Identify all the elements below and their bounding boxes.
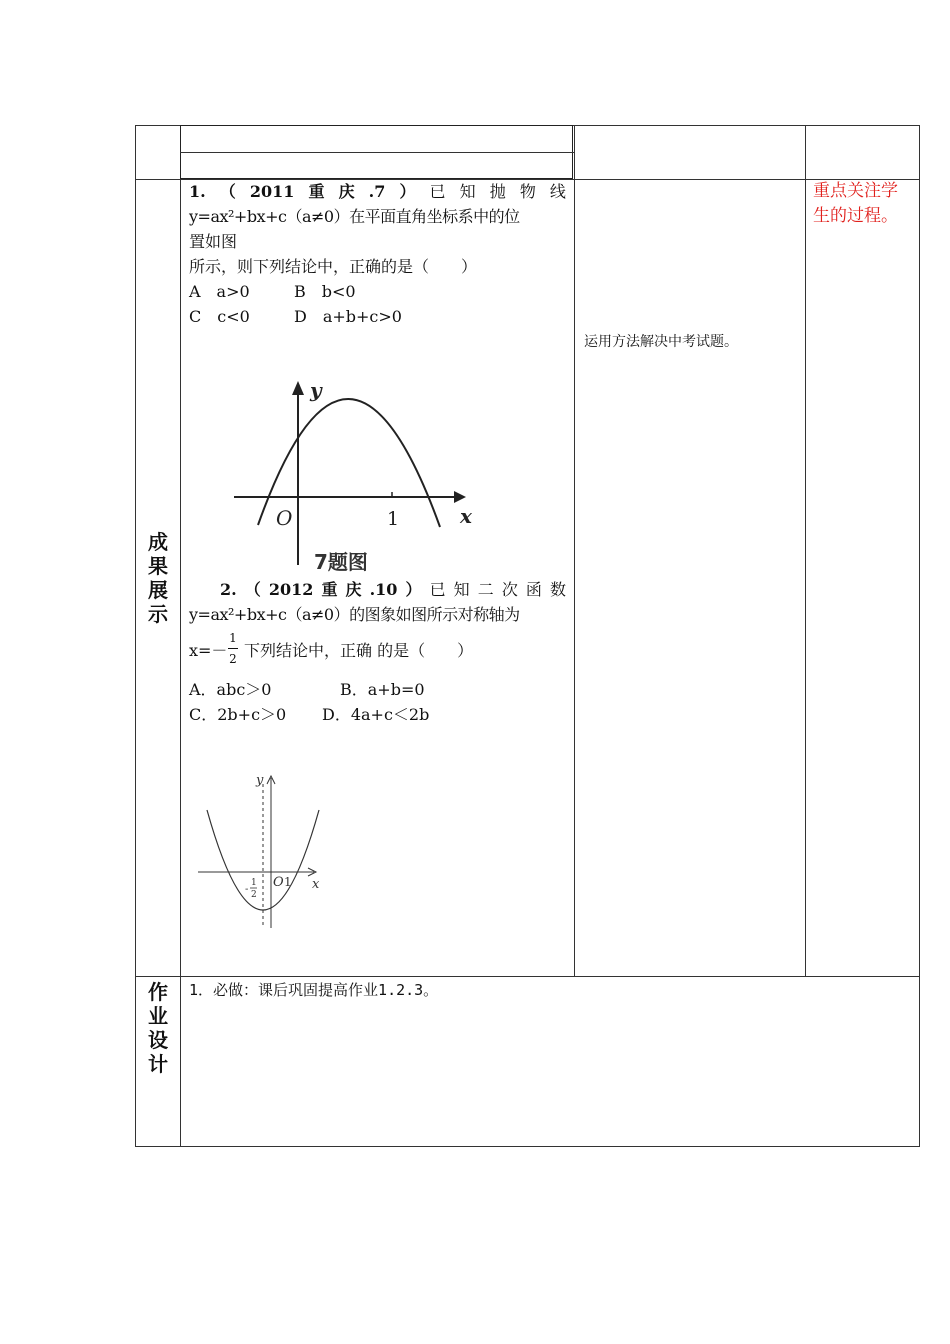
p1-x-label: x bbox=[460, 504, 472, 528]
p2-neg-half-num: 1 bbox=[251, 878, 257, 888]
problem1-line3: 置如图 bbox=[189, 232, 238, 251]
p2-neg-sign: - bbox=[245, 884, 249, 895]
problem2-option-a: A．abc＞0 bbox=[189, 680, 272, 699]
p2-tick-label: 1 bbox=[284, 875, 292, 889]
p1-figure-caption: 7题图 bbox=[314, 550, 368, 574]
problem2-frac-den: 2 bbox=[229, 652, 237, 666]
p1-origin-label: O bbox=[276, 506, 293, 530]
problem2-line2: y=ax²+bx+c（a≠0）的图象如图所示对称轴为 bbox=[189, 605, 520, 624]
table-bottom-border bbox=[135, 1146, 920, 1147]
p1-y-axis-arrow bbox=[292, 381, 304, 395]
nested-table-divider bbox=[180, 152, 574, 153]
row-divider-2 bbox=[135, 976, 920, 977]
method-note: 运用方法解决中考试题。 bbox=[584, 334, 738, 350]
problem2-option-c: C．2b+c＞0 bbox=[189, 705, 287, 724]
col-divider-2 bbox=[574, 125, 575, 977]
p2-x-label: x bbox=[312, 877, 320, 892]
table-right-border bbox=[919, 125, 920, 1147]
problem2-line3-suffix: 下列结论中，正确 的是（ ） bbox=[244, 641, 474, 660]
problem1-number: 1. bbox=[189, 182, 206, 201]
p2-y-label: y bbox=[256, 773, 264, 788]
problem2-option-d: D．4a+c＜2b bbox=[322, 705, 430, 724]
problem2-line3-prefix: x=－ bbox=[189, 641, 228, 660]
section-label-homework: 作业设计 bbox=[148, 980, 168, 1076]
problem1-option-a: A a>0 bbox=[189, 282, 250, 301]
table-left-border bbox=[135, 125, 136, 1147]
teacher-note: 重点关注学生的过程。 bbox=[813, 181, 898, 226]
problem2-parabola-figure bbox=[190, 770, 330, 930]
col-divider-1 bbox=[180, 125, 181, 1147]
homework-text: 1．必做：课后巩固提高作业1.2.3。 bbox=[189, 981, 439, 999]
p2-neg-half-den: 2 bbox=[251, 890, 257, 900]
problem1-option-d: D a+b+c>0 bbox=[294, 307, 402, 326]
problem1-parabola-figure bbox=[230, 375, 480, 575]
col-divider-3 bbox=[805, 125, 806, 977]
problem2-number: 2. bbox=[220, 580, 237, 599]
p2-origin-label: O bbox=[273, 875, 284, 890]
problem1-option-c: C c<0 bbox=[189, 307, 250, 326]
problem2-option-b: B．a+b=0 bbox=[340, 680, 425, 699]
problem2-frac-bar bbox=[228, 648, 238, 649]
problem1-option-b: B b<0 bbox=[294, 282, 356, 301]
problem1-header: 1. （ 2011 重 庆 .7 ） 已 知 抛 物 线 bbox=[189, 179, 566, 204]
section-label-results: 成果展示 bbox=[148, 530, 168, 626]
problem2-frac-num: 1 bbox=[229, 631, 237, 645]
problem1-line2: y=ax²+bx+c（a≠0）在平面直角坐标系中的位 bbox=[189, 207, 520, 226]
p1-x-axis-arrow bbox=[454, 491, 466, 503]
p1-y-label: y bbox=[310, 378, 322, 402]
problem1-line4: 所示，则下列结论中，正确的是（ ） bbox=[189, 257, 478, 276]
p1-tick-label: 1 bbox=[387, 508, 400, 530]
problem2-header: 2. （ 2012 重 庆 .10 ） 已 知 二 次 函 数 bbox=[220, 577, 566, 602]
